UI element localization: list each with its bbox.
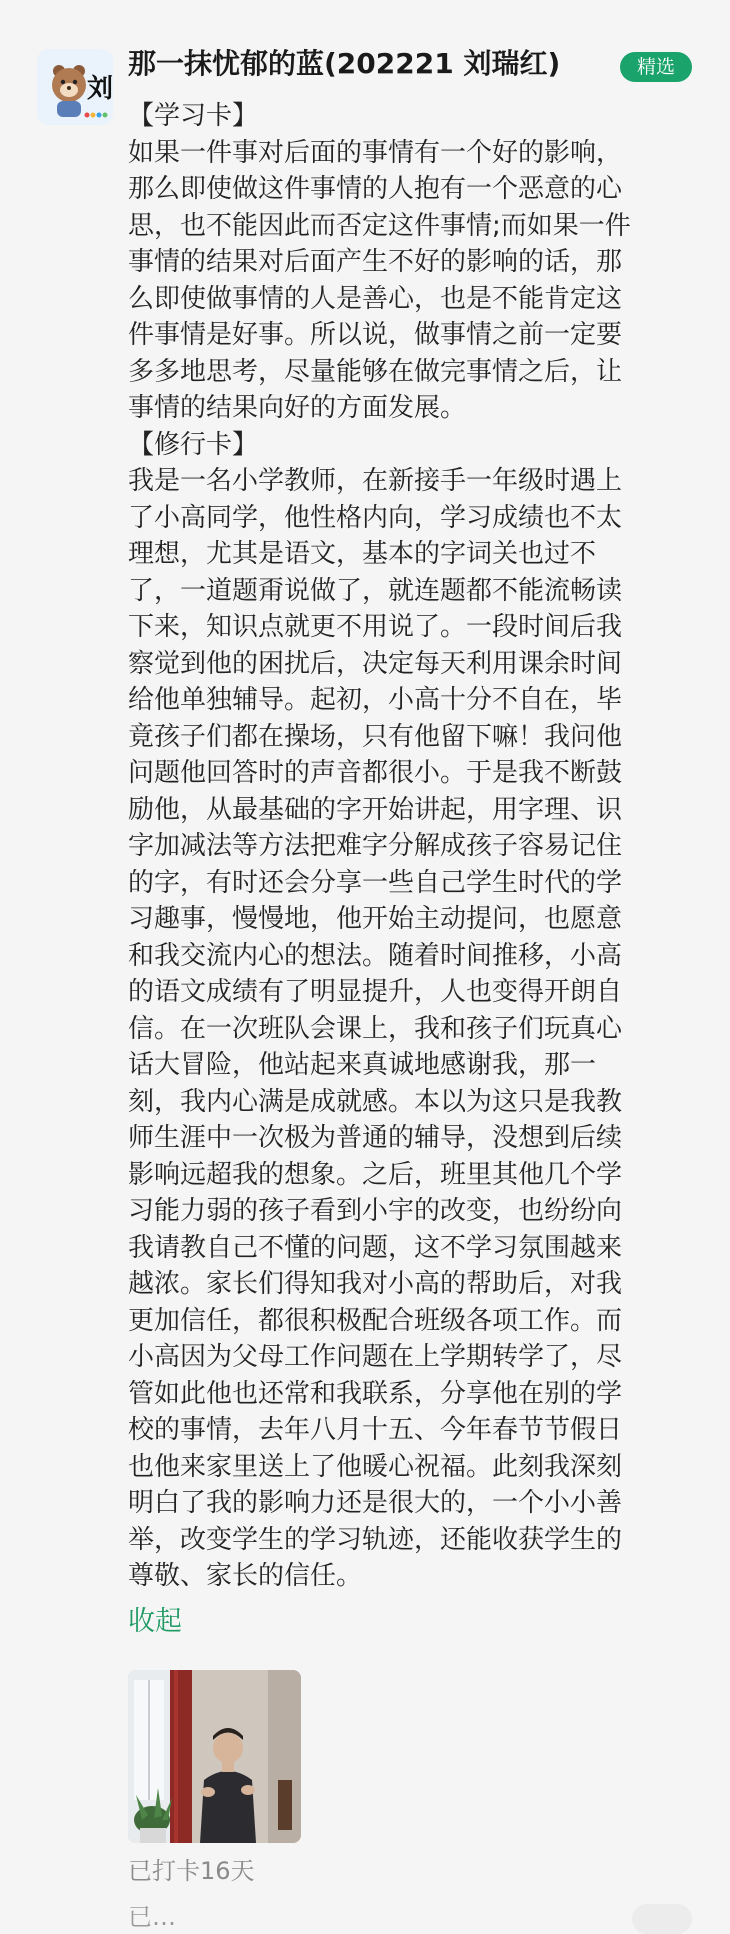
content-line: 么即使做事情的人是善心，也是不能肯定这 [128,283,623,314]
content-line: 【学习卡】 [128,101,259,131]
content-line: 的字，有时还会分享一些自己学生时代的学 [128,867,623,898]
content-line: 件事情是好事。所以说，做事情之前一定要 [128,320,623,350]
content-line: 事情的结果对后面产生不好的影响的话，那 [128,247,623,277]
content-line: 字加减法等方法把难字分解成孩子容易记住 [128,831,623,861]
content-line: 问题他回答时的声音都很小。于是我不断鼓 [128,758,623,788]
content-line: 我是一名小学教师，在新接手一年级时遇上 [128,466,623,496]
content-line: 信。在一次班队会课上，我和孩子们玩真心 [128,1013,623,1044]
cartoon-bear-avatar-icon [37,49,113,125]
content-line: 理想，尤其是语文，基本的字词关也过不 [128,539,597,569]
content-line: 越浓。家长们得知我对小高的帮助后，对我 [128,1269,623,1299]
content-line: 校的事情，去年八月十五、今年春节节假日 [128,1415,623,1445]
content-line: 刻，我内心满是成就感。本以为这只是我教 [128,1086,623,1117]
post-photo[interactable] [128,1670,301,1843]
content-line: 举，改变学生的学习轨迹，还能收获学生的 [128,1524,623,1555]
content-line: 的语文成绩有了明显提升，人也变得开朗自 [128,977,623,1007]
post-content [128,98,693,1595]
content-line: 察觉到他的困扰后，决定每天利用课余时间 [128,648,623,679]
content-line: 下来，知识点就更不用说了。一段时间后我 [128,612,623,642]
teacher-photo-icon [128,1670,301,1843]
content-line: 思，也不能因此而否定这件事情;而如果一件 [128,210,631,241]
content-line: 管如此他也还常和我联系，分享他在别的学 [128,1378,623,1409]
content-line: 事情的结果向好的方面发展。 [128,393,467,423]
content-line: 尊敬、家长的信任。 [128,1561,363,1591]
author-name[interactable]: 那一抹忧郁的蓝(202221 刘瑞红) [128,47,561,80]
content-line: 【修行卡】 [128,429,259,460]
content-line: 那么即使做这件事情的人抱有一个恶意的心 [128,174,623,204]
featured-badge: 精选 [620,52,692,82]
content-line: 更加信任，都很积极配合班级各项工作。而 [128,1305,623,1336]
user-avatar[interactable] [37,49,113,125]
content-line: 励他，从最基础的字开始讲起，用字理、识 [128,794,623,825]
content-line: 给他单独辅导。起初，小高十分不自在，毕 [128,685,623,715]
content-line: 如果一件事对后面的事情有一个好的影响， [128,137,623,168]
next-section-label: 已… [128,1903,176,1931]
content-line: 也他来家里送上了他暖心祝福。此刻我深刻 [128,1451,623,1482]
content-line: 竟孩子们都在操场，只有他留下嘛！我问他 [128,721,623,752]
content-line: 明白了我的影响力还是很大的，一个小小善 [128,1488,623,1518]
content-line: 和我交流内心的想法。随着时间推移，小高 [128,940,623,971]
content-line: 习趣事，慢慢地，他开始主动提问，也愿意 [128,904,623,934]
checkin-days-text: 已打卡16天 [128,1857,255,1885]
content-line: 了，一道题甭说做了，就连题都不能流畅读 [128,575,623,606]
content-line: 我请教自己不懂的问题，这不学习氛围越来 [128,1232,623,1263]
collapse-button[interactable]: 收起 [128,1606,182,1637]
content-line: 了小高同学，他性格内向，学习成绩也不太 [128,502,623,533]
content-line: 多多地思考，尽量能够在做完事情之后，让 [128,356,623,387]
content-line: 话大冒险，他站起来真诚地感谢我，那一 [128,1050,597,1080]
content-line: 小高因为父母工作问题在上学期转学了，尽 [128,1342,623,1372]
content-line: 影响远超我的想象。之后，班里其他几个学 [128,1159,623,1190]
next-section-pill[interactable] [632,1904,692,1934]
avatar-character: 刘 [87,74,113,104]
content-line: 习能力弱的孩子看到小宇的改变，也纷纷向 [128,1196,623,1226]
content-line: 师生涯中一次极为普通的辅导，没想到后续 [128,1123,623,1153]
